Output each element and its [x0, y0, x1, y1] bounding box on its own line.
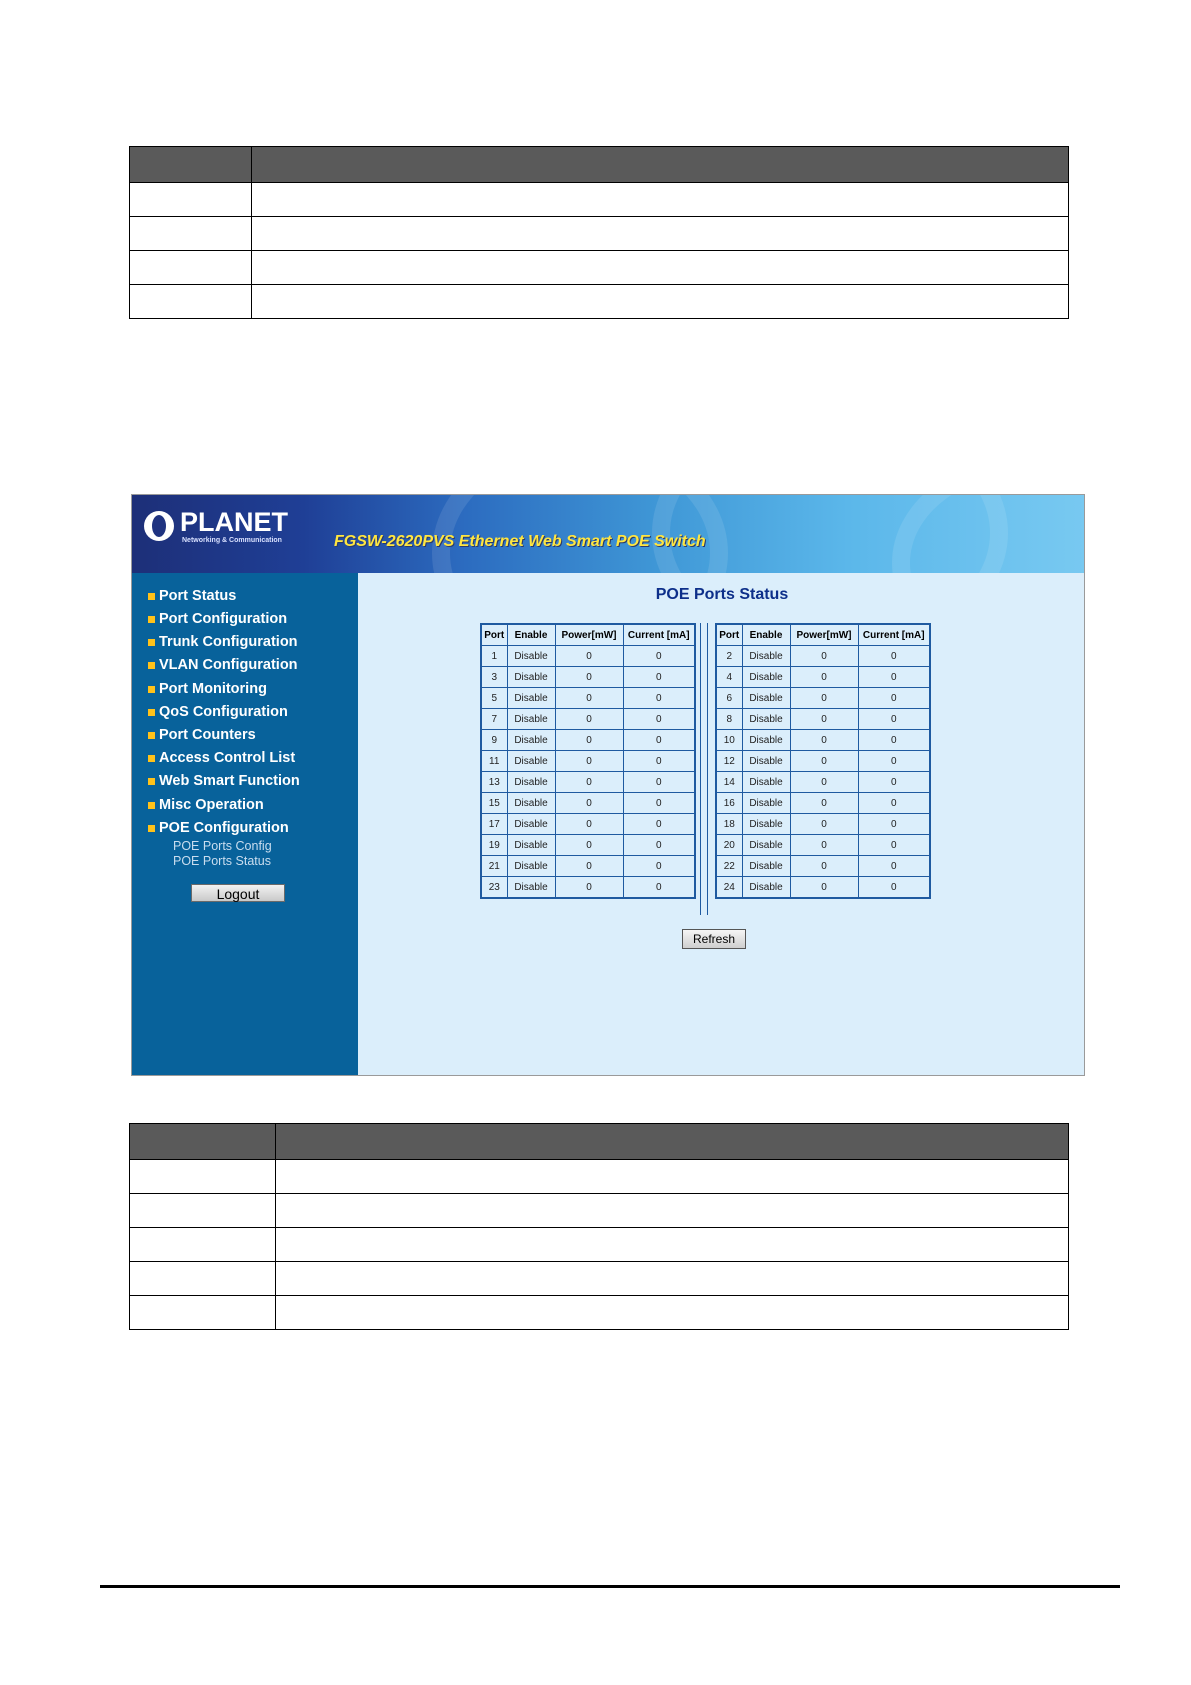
table-row: [130, 1262, 1069, 1296]
table-cell: 12: [716, 751, 742, 772]
table-cell: 7: [481, 709, 507, 730]
column-header: Power[mW]: [555, 624, 623, 646]
table-cell: Disable: [742, 814, 790, 835]
table-cell: [276, 1228, 1069, 1262]
table-cell: 0: [623, 709, 695, 730]
bottom-description-table: [129, 1123, 1069, 1330]
table-row: [716, 688, 930, 709]
table-cell: 0: [623, 730, 695, 751]
table-cell: 0: [858, 730, 930, 751]
table-cell: 14: [716, 772, 742, 793]
table-cell: [252, 251, 1069, 285]
table-cell: Disable: [742, 877, 790, 899]
table-cell: 0: [555, 730, 623, 751]
table-cell: 0: [623, 646, 695, 667]
sidebar-item-label: POE Configuration: [159, 820, 289, 836]
table-row: [716, 730, 930, 751]
table-row: [716, 856, 930, 877]
table-cell: 0: [858, 709, 930, 730]
table-cell: 0: [555, 856, 623, 877]
sidebar-item-poe-configuration[interactable]: [148, 820, 289, 836]
table-cell: [130, 285, 252, 319]
table-cell: 0: [555, 751, 623, 772]
table-cell: [130, 1296, 276, 1330]
table-divider: [700, 623, 708, 915]
table-cell: 0: [858, 793, 930, 814]
table-cell: 0: [623, 793, 695, 814]
table-cell: 24: [716, 877, 742, 899]
switch-web-ui: [131, 494, 1085, 1076]
table-cell: 20: [716, 835, 742, 856]
table-cell: 0: [790, 772, 858, 793]
table-cell: Disable: [507, 688, 555, 709]
table-row: [130, 285, 1069, 319]
table-row: [716, 646, 930, 667]
table-cell: 1: [481, 646, 507, 667]
table-cell: 0: [790, 646, 858, 667]
bullet-icon: [148, 802, 155, 809]
table-header-cell: [252, 147, 1069, 183]
table-row: [481, 646, 695, 667]
column-header: Enable: [742, 624, 790, 646]
table-cell: 21: [481, 856, 507, 877]
table-row: [481, 667, 695, 688]
table-cell: 2: [716, 646, 742, 667]
bullet-icon: [148, 709, 155, 716]
banner-swirl-decoration: [892, 495, 1085, 573]
table-row: [716, 772, 930, 793]
bullet-icon: [148, 686, 155, 693]
table-cell: 0: [790, 730, 858, 751]
table-cell: Disable: [742, 751, 790, 772]
table-cell: Disable: [507, 646, 555, 667]
table-cell: 0: [623, 751, 695, 772]
poe-status-table-left: [480, 623, 696, 899]
table-cell: 3: [481, 667, 507, 688]
column-header: Port: [481, 624, 507, 646]
table-row: [481, 688, 695, 709]
table-row: [481, 772, 695, 793]
sidebar-item-port-status[interactable]: [148, 588, 236, 604]
table-cell: 0: [623, 877, 695, 899]
table-cell: Disable: [507, 856, 555, 877]
table-cell: 0: [858, 877, 930, 899]
table-cell: 0: [858, 814, 930, 835]
main-content: [358, 573, 1085, 1076]
sidebar-item-label: Port Status: [159, 588, 237, 604]
table-header-row: [481, 624, 695, 646]
table-header-row: [130, 1124, 1069, 1160]
table-cell: 22: [716, 856, 742, 877]
table-cell: 6: [716, 688, 742, 709]
table-cell: [130, 183, 252, 217]
table-cell: [130, 1194, 276, 1228]
product-title: FGSW-2620PVS Ethernet Web Smart POE Switch: [334, 533, 706, 550]
table-cell: 18: [716, 814, 742, 835]
table-row: [481, 730, 695, 751]
table-row: [716, 709, 930, 730]
bullet-icon: [148, 825, 155, 832]
table-cell: 0: [555, 688, 623, 709]
table-cell: [276, 1160, 1069, 1194]
table-cell: 0: [858, 856, 930, 877]
table-cell: [276, 1262, 1069, 1296]
bullet-icon: [148, 732, 155, 739]
poe-status-table-right: [715, 623, 931, 899]
sidebar-item-label: Port Configuration: [159, 611, 288, 627]
table-cell: Disable: [507, 709, 555, 730]
table-cell: Disable: [742, 688, 790, 709]
bullet-icon: [148, 616, 155, 623]
table-cell: 0: [623, 772, 695, 793]
table-cell: 0: [623, 835, 695, 856]
table-cell: Disable: [507, 730, 555, 751]
table-cell: [130, 217, 252, 251]
sidebar-item-label: QoS Configuration: [159, 704, 288, 720]
table-row: [130, 1228, 1069, 1262]
table-cell: 10: [716, 730, 742, 751]
sidebar-item-web-smart-function[interactable]: [148, 773, 300, 789]
logout-button[interactable]: Logout: [191, 884, 285, 902]
table-cell: 0: [555, 646, 623, 667]
table-cell: Disable: [507, 667, 555, 688]
table-cell: Disable: [507, 814, 555, 835]
planet-logo-icon: [144, 511, 174, 541]
table-cell: 0: [555, 772, 623, 793]
sidebar-item-label: Web Smart Function: [159, 773, 300, 789]
table-cell: 0: [790, 751, 858, 772]
column-header: Enable: [507, 624, 555, 646]
table-cell: [252, 285, 1069, 319]
header-banner: [132, 495, 1085, 573]
page-title: POE Ports Status: [655, 586, 789, 603]
table-row: [716, 793, 930, 814]
table-cell: 0: [790, 667, 858, 688]
table-row: [481, 709, 695, 730]
table-cell: 16: [716, 793, 742, 814]
logo-subtext: Networking & Communication: [182, 537, 282, 544]
bullet-icon: [148, 639, 155, 646]
sidebar-item-label: Access Control List: [159, 750, 296, 766]
table-cell: 0: [858, 772, 930, 793]
table-row: [130, 217, 1069, 251]
column-header: Current [mA]: [858, 624, 930, 646]
table-header-cell: [276, 1124, 1069, 1160]
table-header-row: [716, 624, 930, 646]
bullet-icon: [148, 755, 155, 762]
table-cell: 0: [790, 835, 858, 856]
table-cell: Disable: [507, 772, 555, 793]
table-row: [716, 835, 930, 856]
table-cell: 9: [481, 730, 507, 751]
table-cell: 0: [858, 646, 930, 667]
table-cell: 0: [623, 814, 695, 835]
sidebar-item-vlan-configuration[interactable]: [148, 657, 298, 673]
table-row: [130, 251, 1069, 285]
table-cell: 0: [858, 667, 930, 688]
table-cell: [276, 1194, 1069, 1228]
table-cell: [130, 251, 252, 285]
sidebar-item-port-monitoring[interactable]: [148, 681, 267, 697]
sidebar-item-label: Port Counters: [159, 727, 256, 743]
table-row: [130, 1194, 1069, 1228]
table-cell: 0: [858, 835, 930, 856]
table-cell: 0: [858, 751, 930, 772]
sidebar-item-access-control-list[interactable]: [148, 750, 295, 766]
column-header: Port: [716, 624, 742, 646]
table-header-cell: [130, 1124, 276, 1160]
table-cell: 13: [481, 772, 507, 793]
table-row: [481, 751, 695, 772]
table-cell: [252, 217, 1069, 251]
table-cell: 0: [790, 814, 858, 835]
table-cell: Disable: [507, 877, 555, 899]
table-row: [481, 793, 695, 814]
table-row: [130, 1296, 1069, 1330]
bullet-icon: [148, 778, 155, 785]
table-cell: 0: [790, 709, 858, 730]
table-header-row: [130, 147, 1069, 183]
table-row: [481, 856, 695, 877]
logo-text: PLANET: [180, 507, 288, 537]
table-row: [130, 1160, 1069, 1194]
table-cell: Disable: [742, 667, 790, 688]
table-cell: 0: [555, 835, 623, 856]
table-row: [481, 877, 695, 899]
table-row: [481, 835, 695, 856]
sidebar-item-trunk-configuration[interactable]: [148, 634, 298, 650]
table-cell: 15: [481, 793, 507, 814]
footer-divider: [100, 1585, 1120, 1588]
table-cell: 0: [555, 667, 623, 688]
table-cell: Disable: [507, 751, 555, 772]
table-row: [716, 667, 930, 688]
sidebar-item-label: Trunk Configuration: [159, 634, 298, 650]
table-cell: 0: [790, 856, 858, 877]
table-cell: 0: [623, 856, 695, 877]
sidebar-item-label: Port Monitoring: [159, 681, 267, 697]
table-cell: Disable: [507, 835, 555, 856]
table-cell: 4: [716, 667, 742, 688]
table-cell: Disable: [742, 793, 790, 814]
sidebar-subitem-poe-ports-status[interactable]: POE Ports Status: [173, 854, 271, 868]
table-cell: 17: [481, 814, 507, 835]
table-row: [130, 183, 1069, 217]
planet-logo: [144, 507, 294, 547]
table-row: [716, 814, 930, 835]
table-cell: Disable: [507, 793, 555, 814]
table-cell: Disable: [742, 835, 790, 856]
table-row: [716, 877, 930, 899]
table-cell: 0: [555, 793, 623, 814]
table-cell: 0: [790, 793, 858, 814]
table-cell: 19: [481, 835, 507, 856]
table-cell: Disable: [742, 709, 790, 730]
table-header-cell: [130, 147, 252, 183]
sidebar-item-misc-operation[interactable]: [148, 797, 264, 813]
table-cell: [130, 1262, 276, 1296]
table-cell: [130, 1228, 276, 1262]
bullet-icon: [148, 593, 155, 600]
table-cell: Disable: [742, 646, 790, 667]
table-cell: 11: [481, 751, 507, 772]
table-cell: [130, 1160, 276, 1194]
table-cell: Disable: [742, 772, 790, 793]
table-row: [481, 814, 695, 835]
table-cell: 0: [555, 814, 623, 835]
table-cell: 8: [716, 709, 742, 730]
sidebar-item-port-counters[interactable]: [148, 727, 256, 743]
bullet-icon: [148, 662, 155, 669]
table-cell: [276, 1296, 1069, 1330]
column-header: Power[mW]: [790, 624, 858, 646]
table-cell: 0: [790, 877, 858, 899]
table-cell: 23: [481, 877, 507, 899]
sidebar-item-label: VLAN Configuration: [159, 657, 298, 673]
table-cell: 0: [623, 667, 695, 688]
table-cell: 0: [858, 688, 930, 709]
table-cell: 0: [790, 688, 858, 709]
table-row: [716, 751, 930, 772]
top-description-table: [129, 146, 1069, 319]
sidebar-subitem-poe-ports-config[interactable]: POE Ports Config: [173, 839, 272, 853]
table-cell: 0: [555, 709, 623, 730]
sidebar-item-label: Misc Operation: [159, 797, 264, 813]
sidebar-item-port-configuration[interactable]: [148, 611, 287, 627]
refresh-button[interactable]: Refresh: [682, 929, 746, 949]
table-cell: Disable: [742, 856, 790, 877]
table-cell: 0: [555, 877, 623, 899]
table-cell: Disable: [742, 730, 790, 751]
table-cell: [252, 183, 1069, 217]
table-cell: 5: [481, 688, 507, 709]
table-cell: 0: [623, 688, 695, 709]
sidebar-item-qos-configuration[interactable]: [148, 704, 288, 720]
column-header: Current [mA]: [623, 624, 695, 646]
sidebar-nav: [132, 573, 358, 1076]
